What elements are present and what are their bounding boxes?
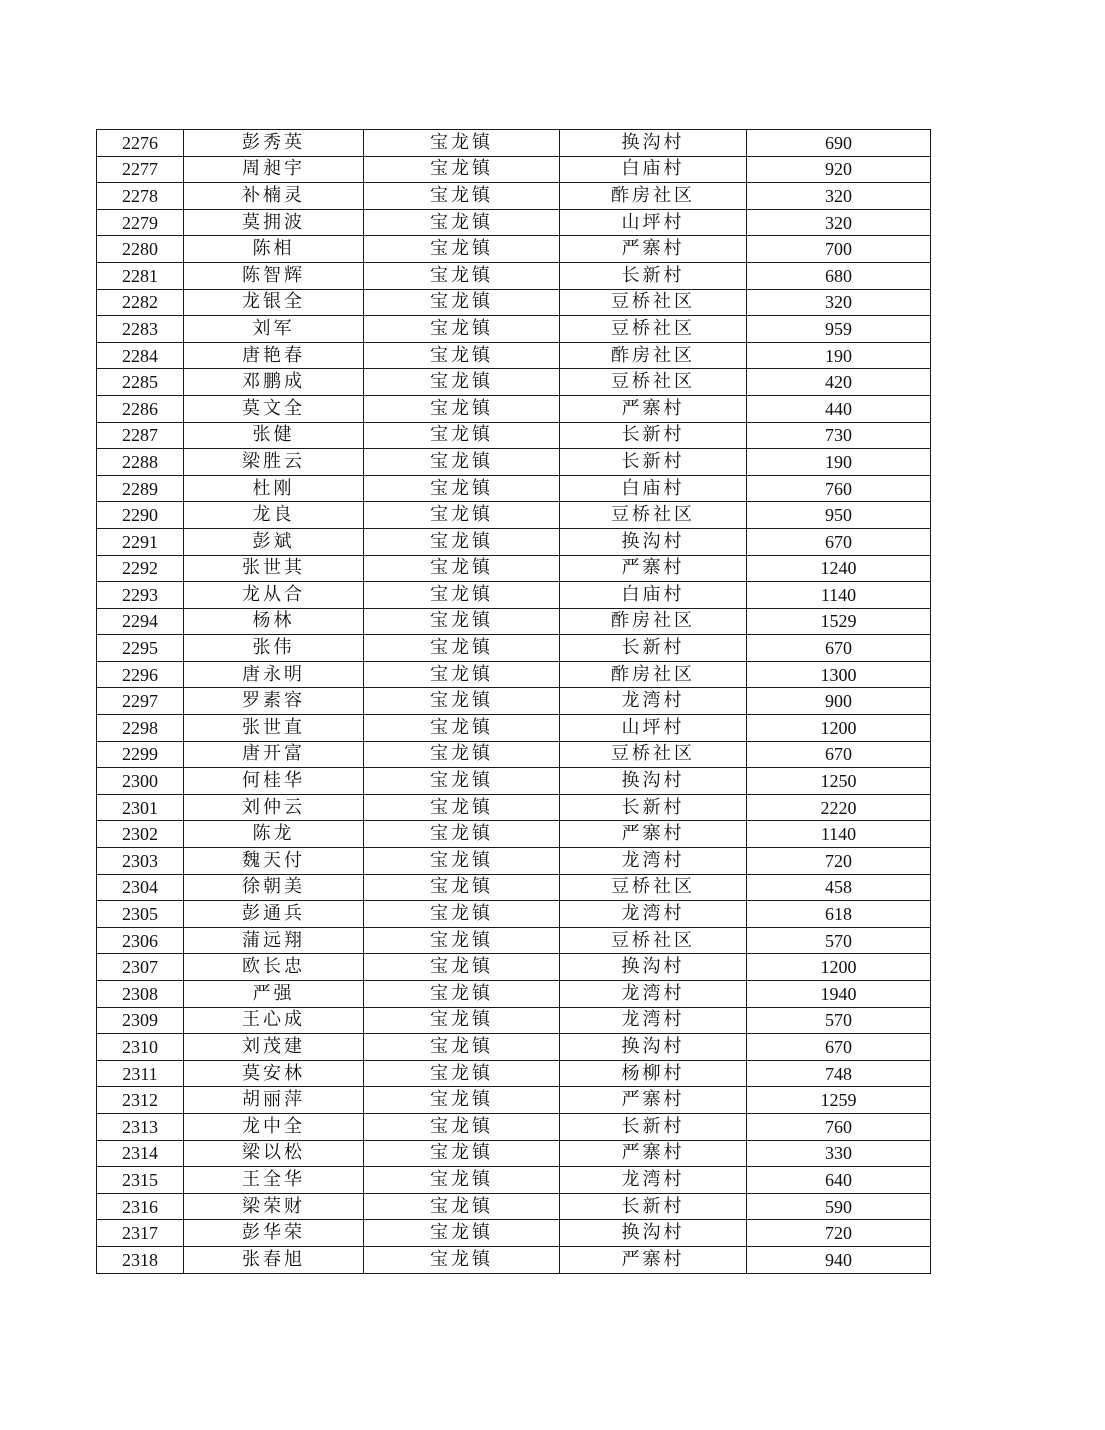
table-row [97, 715, 931, 742]
row-number-cell: 2294 [97, 608, 184, 635]
person-name-cell: 严强 [184, 981, 364, 1008]
row-number-cell: 2300 [97, 768, 184, 795]
row-number-cell: 2306 [97, 927, 184, 954]
amount-cell: 1140 [747, 582, 931, 609]
table-row [97, 794, 931, 821]
row-number-cell: 2293 [97, 582, 184, 609]
person-name-cell: 何桂华 [184, 768, 364, 795]
town-cell: 宝龙镇 [364, 1246, 560, 1273]
person-name-cell: 唐开富 [184, 741, 364, 768]
table-row [97, 1246, 931, 1273]
town-cell: 宝龙镇 [364, 1060, 560, 1087]
village-cell: 换沟村 [560, 1220, 747, 1247]
person-name-cell: 莫安林 [184, 1060, 364, 1087]
town-cell: 宝龙镇 [364, 715, 560, 742]
row-number-cell: 2287 [97, 422, 184, 449]
amount-cell: 618 [747, 901, 931, 928]
person-name-cell: 徐朝美 [184, 874, 364, 901]
town-cell: 宝龙镇 [364, 635, 560, 662]
village-cell: 长新村 [560, 1113, 747, 1140]
row-number-cell: 2318 [97, 1246, 184, 1273]
amount-cell: 1200 [747, 715, 931, 742]
amount-cell: 950 [747, 502, 931, 529]
person-name-cell: 陈相 [184, 236, 364, 263]
person-name-cell: 陈智辉 [184, 262, 364, 289]
row-number-cell: 2277 [97, 156, 184, 183]
town-cell: 宝龙镇 [364, 927, 560, 954]
village-cell: 白庙村 [560, 156, 747, 183]
town-cell: 宝龙镇 [364, 1220, 560, 1247]
amount-cell: 330 [747, 1140, 931, 1167]
town-cell: 宝龙镇 [364, 316, 560, 343]
town-cell: 宝龙镇 [364, 289, 560, 316]
table-row [97, 289, 931, 316]
village-cell: 严寨村 [560, 395, 747, 422]
town-cell: 宝龙镇 [364, 183, 560, 210]
amount-cell: 940 [747, 1246, 931, 1273]
town-cell: 宝龙镇 [364, 422, 560, 449]
table-row [97, 475, 931, 502]
amount-cell: 320 [747, 183, 931, 210]
row-number-cell: 2291 [97, 528, 184, 555]
amount-cell: 1200 [747, 954, 931, 981]
town-cell: 宝龙镇 [364, 449, 560, 476]
amount-cell: 1300 [747, 661, 931, 688]
table-row [97, 395, 931, 422]
amount-cell: 700 [747, 236, 931, 263]
table-row [97, 1113, 931, 1140]
person-name-cell: 张伟 [184, 635, 364, 662]
person-name-cell: 邓鹏成 [184, 369, 364, 396]
table-row [97, 874, 931, 901]
person-name-cell: 梁胜云 [184, 449, 364, 476]
amount-cell: 1259 [747, 1087, 931, 1114]
row-number-cell: 2284 [97, 342, 184, 369]
village-cell: 长新村 [560, 635, 747, 662]
table-row [97, 901, 931, 928]
person-name-cell: 唐永明 [184, 661, 364, 688]
table-row [97, 209, 931, 236]
village-cell: 龙湾村 [560, 981, 747, 1008]
person-name-cell: 王心成 [184, 1007, 364, 1034]
person-name-cell: 龙良 [184, 502, 364, 529]
village-cell: 酢房社区 [560, 608, 747, 635]
row-number-cell: 2305 [97, 901, 184, 928]
town-cell: 宝龙镇 [364, 209, 560, 236]
person-name-cell: 龙从合 [184, 582, 364, 609]
village-cell: 严寨村 [560, 1246, 747, 1273]
village-cell: 严寨村 [560, 1140, 747, 1167]
village-cell: 严寨村 [560, 1087, 747, 1114]
row-number-cell: 2280 [97, 236, 184, 263]
row-number-cell: 2303 [97, 848, 184, 875]
amount-cell: 670 [747, 528, 931, 555]
town-cell: 宝龙镇 [364, 582, 560, 609]
amount-cell: 1529 [747, 608, 931, 635]
row-number-cell: 2283 [97, 316, 184, 343]
table-row [97, 661, 931, 688]
village-cell: 酢房社区 [560, 342, 747, 369]
village-cell: 白庙村 [560, 582, 747, 609]
town-cell: 宝龙镇 [364, 395, 560, 422]
amount-cell: 680 [747, 262, 931, 289]
row-number-cell: 2282 [97, 289, 184, 316]
village-cell: 严寨村 [560, 236, 747, 263]
row-number-cell: 2290 [97, 502, 184, 529]
amount-cell: 590 [747, 1193, 931, 1220]
table-row [97, 422, 931, 449]
village-cell: 严寨村 [560, 555, 747, 582]
village-cell: 酢房社区 [560, 183, 747, 210]
village-cell: 长新村 [560, 1193, 747, 1220]
village-cell: 山坪村 [560, 209, 747, 236]
amount-cell: 1250 [747, 768, 931, 795]
amount-cell: 760 [747, 475, 931, 502]
amount-cell: 458 [747, 874, 931, 901]
town-cell: 宝龙镇 [364, 661, 560, 688]
row-number-cell: 2297 [97, 688, 184, 715]
person-name-cell: 罗素容 [184, 688, 364, 715]
village-cell: 豆桥社区 [560, 741, 747, 768]
village-cell: 长新村 [560, 262, 747, 289]
table-row [97, 768, 931, 795]
person-name-cell: 魏天付 [184, 848, 364, 875]
row-number-cell: 2301 [97, 794, 184, 821]
row-number-cell: 2317 [97, 1220, 184, 1247]
town-cell: 宝龙镇 [364, 156, 560, 183]
village-cell: 山坪村 [560, 715, 747, 742]
table-row [97, 1220, 931, 1247]
row-number-cell: 2311 [97, 1060, 184, 1087]
row-number-cell: 2299 [97, 741, 184, 768]
town-cell: 宝龙镇 [364, 369, 560, 396]
row-number-cell: 2304 [97, 874, 184, 901]
village-cell: 换沟村 [560, 954, 747, 981]
town-cell: 宝龙镇 [364, 528, 560, 555]
table-row [97, 528, 931, 555]
amount-cell: 570 [747, 1007, 931, 1034]
amount-cell: 670 [747, 1034, 931, 1061]
village-cell: 豆桥社区 [560, 316, 747, 343]
amount-cell: 190 [747, 449, 931, 476]
town-cell: 宝龙镇 [364, 874, 560, 901]
table-row [97, 130, 931, 157]
person-name-cell: 彭华荣 [184, 1220, 364, 1247]
row-number-cell: 2295 [97, 635, 184, 662]
village-cell: 酢房社区 [560, 661, 747, 688]
village-cell: 龙湾村 [560, 1007, 747, 1034]
table-row [97, 369, 931, 396]
table-row [97, 981, 931, 1008]
person-name-cell: 王全华 [184, 1167, 364, 1194]
town-cell: 宝龙镇 [364, 1167, 560, 1194]
amount-cell: 690 [747, 130, 931, 157]
table-row [97, 608, 931, 635]
table-row [97, 449, 931, 476]
row-number-cell: 2302 [97, 821, 184, 848]
table-row [97, 316, 931, 343]
person-name-cell: 梁以松 [184, 1140, 364, 1167]
person-name-cell: 莫拥波 [184, 209, 364, 236]
table-row [97, 1060, 931, 1087]
table-row [97, 262, 931, 289]
amount-cell: 320 [747, 289, 931, 316]
table-row [97, 1034, 931, 1061]
table-row [97, 555, 931, 582]
table-row [97, 342, 931, 369]
row-number-cell: 2310 [97, 1034, 184, 1061]
town-cell: 宝龙镇 [364, 262, 560, 289]
village-cell: 龙湾村 [560, 688, 747, 715]
table-row [97, 741, 931, 768]
table-row [97, 156, 931, 183]
town-cell: 宝龙镇 [364, 1007, 560, 1034]
table-row [97, 1167, 931, 1194]
town-cell: 宝龙镇 [364, 1087, 560, 1114]
town-cell: 宝龙镇 [364, 555, 560, 582]
person-name-cell: 梁荣财 [184, 1193, 364, 1220]
row-number-cell: 2309 [97, 1007, 184, 1034]
row-number-cell: 2289 [97, 475, 184, 502]
town-cell: 宝龙镇 [364, 981, 560, 1008]
table-row [97, 954, 931, 981]
person-name-cell: 龙银全 [184, 289, 364, 316]
person-name-cell: 张世其 [184, 555, 364, 582]
table-row [97, 236, 931, 263]
person-name-cell: 唐艳春 [184, 342, 364, 369]
town-cell: 宝龙镇 [364, 342, 560, 369]
row-number-cell: 2307 [97, 954, 184, 981]
person-name-cell: 龙中全 [184, 1113, 364, 1140]
amount-cell: 920 [747, 156, 931, 183]
amount-cell: 570 [747, 927, 931, 954]
amount-cell: 640 [747, 1167, 931, 1194]
amount-cell: 720 [747, 848, 931, 875]
person-name-cell: 张春旭 [184, 1246, 364, 1273]
person-name-cell: 彭通兵 [184, 901, 364, 928]
town-cell: 宝龙镇 [364, 1140, 560, 1167]
amount-cell: 190 [747, 342, 931, 369]
row-number-cell: 2314 [97, 1140, 184, 1167]
person-name-cell: 刘茂建 [184, 1034, 364, 1061]
row-number-cell: 2312 [97, 1087, 184, 1114]
town-cell: 宝龙镇 [364, 688, 560, 715]
row-number-cell: 2276 [97, 130, 184, 157]
village-cell: 白庙村 [560, 475, 747, 502]
amount-cell: 2220 [747, 794, 931, 821]
town-cell: 宝龙镇 [364, 236, 560, 263]
row-number-cell: 2313 [97, 1113, 184, 1140]
row-number-cell: 2278 [97, 183, 184, 210]
table-row [97, 821, 931, 848]
amount-cell: 1240 [747, 555, 931, 582]
amount-cell: 670 [747, 741, 931, 768]
table-row [97, 1140, 931, 1167]
person-name-cell: 补楠灵 [184, 183, 364, 210]
person-name-cell: 刘军 [184, 316, 364, 343]
row-number-cell: 2285 [97, 369, 184, 396]
table-row [97, 1193, 931, 1220]
table-row [97, 183, 931, 210]
village-cell: 严寨村 [560, 821, 747, 848]
row-number-cell: 2316 [97, 1193, 184, 1220]
amount-cell: 320 [747, 209, 931, 236]
town-cell: 宝龙镇 [364, 954, 560, 981]
row-number-cell: 2296 [97, 661, 184, 688]
table-row [97, 1007, 931, 1034]
amount-cell: 420 [747, 369, 931, 396]
village-cell: 长新村 [560, 794, 747, 821]
village-cell: 长新村 [560, 422, 747, 449]
town-cell: 宝龙镇 [364, 848, 560, 875]
town-cell: 宝龙镇 [364, 1034, 560, 1061]
village-cell: 龙湾村 [560, 1167, 747, 1194]
table-row [97, 635, 931, 662]
amount-cell: 748 [747, 1060, 931, 1087]
table-row [97, 848, 931, 875]
town-cell: 宝龙镇 [364, 1193, 560, 1220]
person-name-cell: 周昶宇 [184, 156, 364, 183]
amount-cell: 670 [747, 635, 931, 662]
amount-cell: 760 [747, 1113, 931, 1140]
amount-cell: 730 [747, 422, 931, 449]
person-name-cell: 蒲远翔 [184, 927, 364, 954]
village-cell: 豆桥社区 [560, 874, 747, 901]
person-name-cell: 张世直 [184, 715, 364, 742]
village-cell: 豆桥社区 [560, 369, 747, 396]
person-name-cell: 陈龙 [184, 821, 364, 848]
row-number-cell: 2286 [97, 395, 184, 422]
town-cell: 宝龙镇 [364, 608, 560, 635]
row-number-cell: 2279 [97, 209, 184, 236]
town-cell: 宝龙镇 [364, 768, 560, 795]
amount-cell: 1940 [747, 981, 931, 1008]
table-row [97, 502, 931, 529]
table-row [97, 688, 931, 715]
person-name-cell: 杜刚 [184, 475, 364, 502]
person-name-cell: 刘仲云 [184, 794, 364, 821]
row-number-cell: 2292 [97, 555, 184, 582]
person-name-cell: 彭斌 [184, 528, 364, 555]
village-cell: 龙湾村 [560, 848, 747, 875]
table-body [97, 130, 931, 1274]
table-row [97, 1087, 931, 1114]
row-number-cell: 2315 [97, 1167, 184, 1194]
table-row [97, 582, 931, 609]
village-cell: 换沟村 [560, 1034, 747, 1061]
person-name-cell: 杨林 [184, 608, 364, 635]
village-cell: 换沟村 [560, 528, 747, 555]
subsidy-table [96, 129, 931, 1274]
person-name-cell: 胡丽萍 [184, 1087, 364, 1114]
town-cell: 宝龙镇 [364, 821, 560, 848]
village-cell: 豆桥社区 [560, 289, 747, 316]
amount-cell: 959 [747, 316, 931, 343]
town-cell: 宝龙镇 [364, 1113, 560, 1140]
town-cell: 宝龙镇 [364, 794, 560, 821]
town-cell: 宝龙镇 [364, 475, 560, 502]
row-number-cell: 2308 [97, 981, 184, 1008]
amount-cell: 440 [747, 395, 931, 422]
person-name-cell: 张健 [184, 422, 364, 449]
person-name-cell: 彭秀英 [184, 130, 364, 157]
table-row [97, 927, 931, 954]
row-number-cell: 2288 [97, 449, 184, 476]
amount-cell: 1140 [747, 821, 931, 848]
amount-cell: 720 [747, 1220, 931, 1247]
person-name-cell: 莫文全 [184, 395, 364, 422]
amount-cell: 900 [747, 688, 931, 715]
village-cell: 龙湾村 [560, 901, 747, 928]
village-cell: 豆桥社区 [560, 927, 747, 954]
town-cell: 宝龙镇 [364, 130, 560, 157]
village-cell: 换沟村 [560, 768, 747, 795]
village-cell: 杨柳村 [560, 1060, 747, 1087]
village-cell: 豆桥社区 [560, 502, 747, 529]
row-number-cell: 2281 [97, 262, 184, 289]
town-cell: 宝龙镇 [364, 741, 560, 768]
row-number-cell: 2298 [97, 715, 184, 742]
town-cell: 宝龙镇 [364, 502, 560, 529]
person-name-cell: 欧长忠 [184, 954, 364, 981]
village-cell: 换沟村 [560, 130, 747, 157]
village-cell: 长新村 [560, 449, 747, 476]
town-cell: 宝龙镇 [364, 901, 560, 928]
